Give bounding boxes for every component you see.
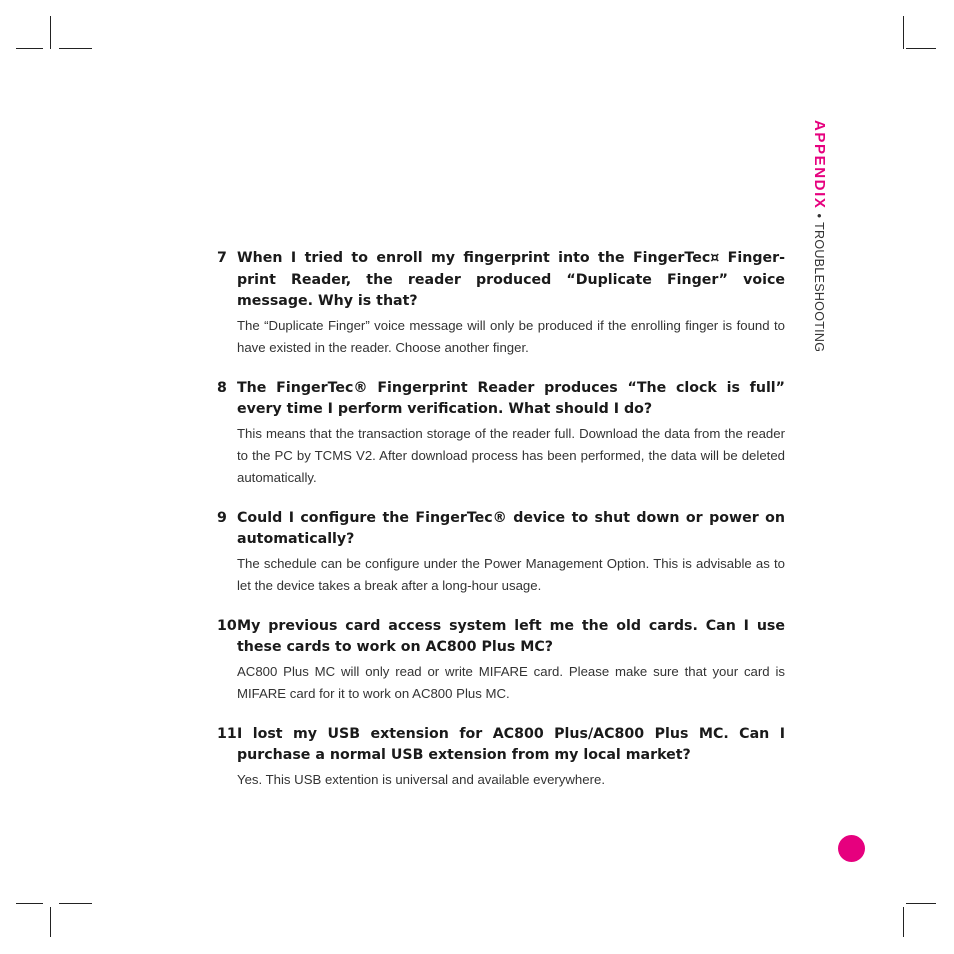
faq-item [217, 508, 785, 597]
faq-number: 11 [217, 725, 237, 742]
faq-item [217, 248, 785, 359]
crop-mark [59, 903, 92, 904]
faq-question-text: Could I configure the FingerTec® device to shut down or power on automatically? [237, 509, 785, 547]
faq-question-text: I lost my USB extension for AC800 Plus/AC800 Plus MC. Can I purchase a normal USB extension from my local market? [237, 725, 785, 763]
side-tab [811, 120, 828, 352]
crop-mark [50, 907, 51, 937]
faq-question-text: The FingerTec® Fingerprint Reader produces “The clock is full” every time I perform verification. What should I do? [237, 379, 785, 417]
faq-question-text: When I tried to enroll my fingerprint into the FingerTec¤ Finger-print Reader, the reader produced “Duplicate Finger” voice message. Why is that? [237, 250, 785, 309]
faq-question [217, 248, 785, 313]
page-marker-dot [838, 835, 865, 862]
crop-mark [16, 903, 43, 904]
crop-mark [16, 48, 43, 49]
crop-mark [906, 903, 936, 904]
faq-question [217, 616, 785, 659]
faq-question [217, 724, 785, 767]
faq-item [217, 724, 785, 791]
faq-item [217, 616, 785, 705]
faq-list [217, 248, 785, 810]
crop-mark [906, 48, 936, 49]
faq-answer: This means that the transaction storage of the reader full. Download the data from the reader to the PC by TCMS V2. After download process has been performed, the data will be deleted automatically. [237, 425, 785, 485]
separator-bullet: • [812, 213, 827, 219]
faq-number: 7 [217, 250, 227, 266]
crop-mark [59, 48, 92, 49]
subsection-title: TROUBLESHOOTING [812, 222, 826, 353]
faq-question-text: My previous card access system left me the old cards. Can I use these cards to work on AC800 Plus MC? [237, 617, 785, 655]
faq-answer: Yes. This USB extention is universal and available everywhere. [237, 771, 605, 787]
faq-question [217, 508, 785, 551]
faq-number: 10 [217, 617, 237, 634]
faq-answer: The schedule can be configure under the Power Management Option. This is advisable as to let the device takes a break after a long-hour usage. [237, 555, 785, 593]
section-title: APPENDIX [811, 120, 828, 210]
crop-mark [903, 907, 904, 937]
faq-answer: The “Duplicate Finger” voice message will only be produced if the enrolling finger is found to have existed in the reader. Choose another finger. [237, 317, 785, 355]
faq-item [217, 378, 785, 489]
crop-mark [903, 16, 904, 49]
crop-mark [50, 16, 51, 49]
faq-answer: AC800 Plus MC will only read or write MIFARE card. Please make sure that your card is MIFARE card for it to work on AC800 Plus MC. [237, 663, 785, 701]
faq-question [217, 378, 785, 421]
faq-number: 9 [217, 509, 227, 526]
faq-number: 8 [217, 379, 227, 396]
